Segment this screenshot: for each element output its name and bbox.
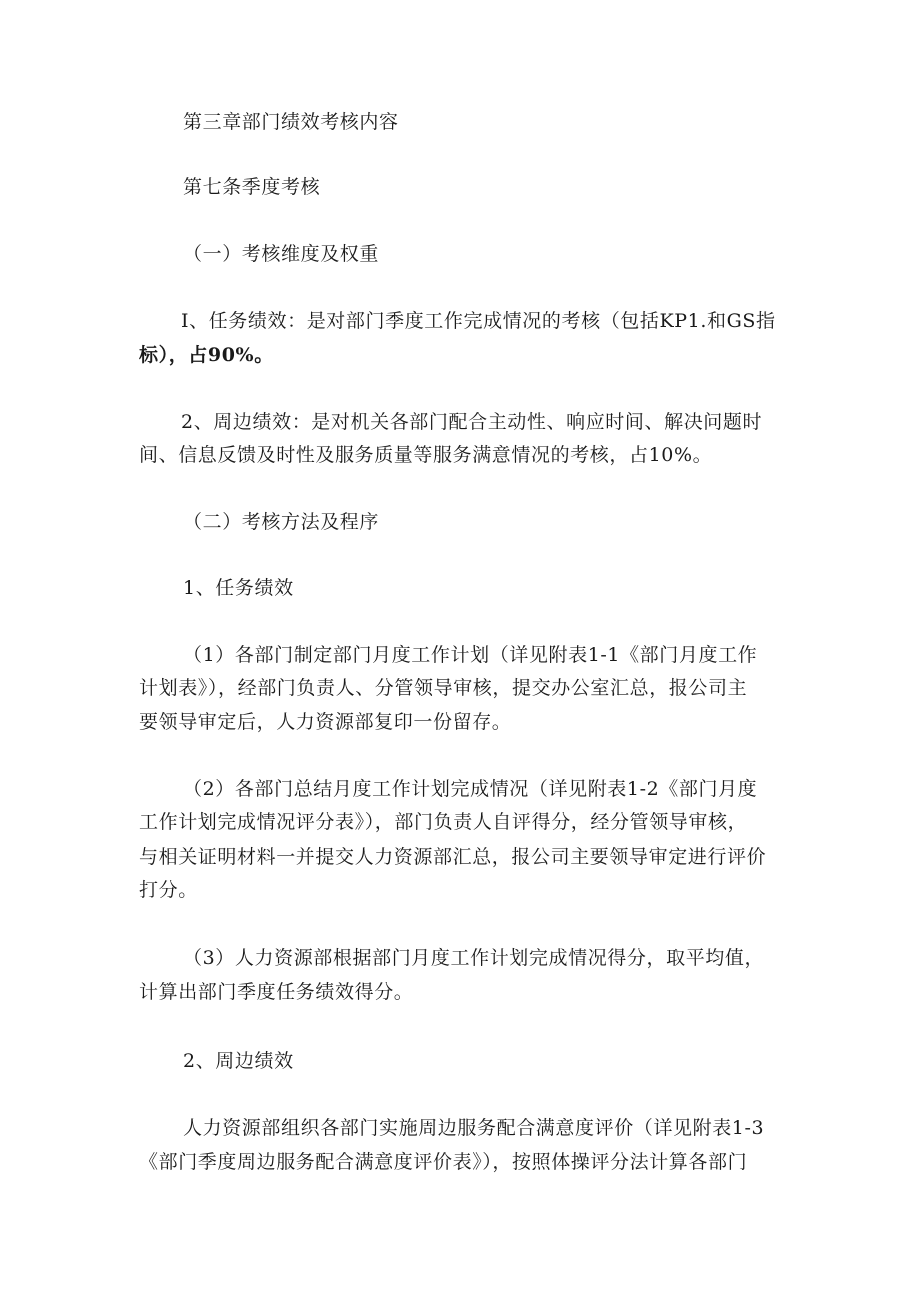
step-3-line-2: 计算出部门季度任务绩效得分。 (139, 981, 414, 1003)
item-1-line-1: I、任务绩效：是对部门季度工作完成情况的考核（包括KP1.和GS指 (181, 310, 776, 332)
step-1-line-1: （1）各部门制定部门月度工作计划（详见附表1-1《部门月度工作 (183, 644, 758, 666)
item-2-line-2: 间、信息反馈及时性及服务质量等服务满意情况的考核，占10%。 (139, 444, 713, 466)
step-2-line-1: （2）各部门总结月度工作计划完成情况（详见附表1-2《部门月度 (183, 778, 758, 800)
step-2-line-3: 与相关证明材料一并提交人力资源部汇总，报公司主要领导审定进行评价 (139, 846, 767, 868)
item-1-line-2: 标），占90%。 (139, 344, 274, 366)
sub-2-heading: 2、周边绩效 (183, 1050, 294, 1072)
para-last-line-1: 人力资源部组织各部门实施周边服务配合满意度评价（详见附表1-3 (183, 1117, 765, 1139)
section-1-heading: （一）考核维度及权重 (183, 243, 380, 265)
sub-1-heading: 1、任务绩效 (183, 577, 294, 599)
step-2-line-2: 工作计划完成情况评分表》），部门负责人自评得分，经分管领导审核， (139, 811, 748, 833)
para-last-line-2: 《部门季度周边服务配合满意度评价表》），按照体操评分法计算各部门 (139, 1151, 748, 1173)
step-3-line-1: （3）人力资源部根据部门月度工作计划完成情况得分，取平均值， (183, 947, 765, 969)
item-2-line-1: 2、周边绩效：是对机关各部门配合主动性、响应时间、解决问题时 (181, 411, 763, 433)
step-1-line-3: 要领导审定后，人力资源部复印一份留存。 (139, 711, 512, 733)
section-2-heading: （二）考核方法及程序 (183, 511, 380, 533)
article-heading: 第七条季度考核 (183, 176, 321, 198)
step-2-line-4: 打分。 (139, 879, 198, 901)
chapter-heading: 第三章部门绩效考核内容 (183, 111, 399, 133)
step-1-line-2: 计划表》），经部门负责人、分管领导审核，提交办公室汇总，报公司主 (139, 677, 748, 699)
